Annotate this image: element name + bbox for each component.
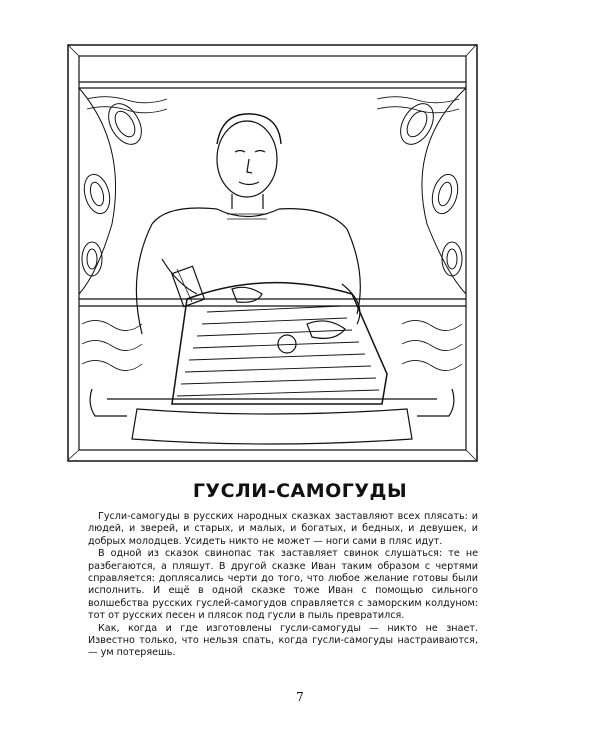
paragraph: Как, когда и где изготовлены гусли-самогуды — никто не знает. Известно только, что нельзя спать, когда гусли-самогуды настраиваются, — ум потеряешь. bbox=[88, 622, 478, 659]
gusli-player-illustration bbox=[67, 44, 478, 462]
paragraph: В одной из сказок свинопас так заставляет свинок слушаться: те не разбегаются, а пляшут. В другой сказке Иван таким образом с чертями справляется: доплясались черти до того, что любое желание готовы были исполнить. И ещё в одной сказке тоже Иван с помощью сильного волшебства русских гуслей-самогудов справляется с заморским колдуном: тот от русских песен и плясок под гусли в пыль превратился. bbox=[88, 548, 478, 622]
page-number: 7 bbox=[296, 690, 304, 704]
paragraph: Гусли-самогуды в русских народных сказках заставляют всех плясать: и людей, и зверей, и старых, и малых, и богатых, и бедных, и девушек, и добрых молодцев. Усидеть никто не может — ноги сами в пляс идут. bbox=[88, 511, 478, 547]
article-heading: ГУСЛИ-САМОГУДЫ bbox=[192, 480, 408, 502]
article-body bbox=[88, 511, 478, 660]
